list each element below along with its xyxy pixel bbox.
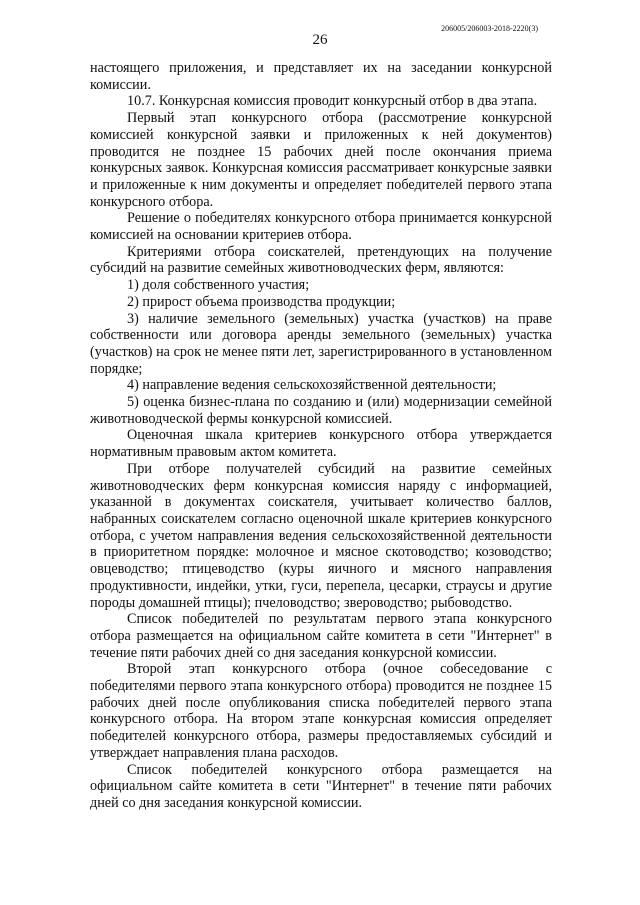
page-number: 26 [312,32,328,48]
criteria-item: 1) доля собственного участия; [127,277,310,294]
criteria-item: 2) прирост объема производства продукции; [127,293,396,310]
paragraph-first-stage: Первый этап конкурсного отбора (рассмотрение конкурсной комиссией конкурсной заявки и приложенных к ней документов) проводится не позднее 15 рабочих дней после окончания приема конкурсных заявок. Конкурсная комиссия рассматривает конкурсные заявки и приложенные к ним документы и определяет победителей первого этапа конкурсного отбора. [90,110,552,210]
paragraph-scale: Оценочная шкала критериев конкурсного отбора утверждается нормативным правовым актом комитета. [90,427,552,461]
document-body [90,60,552,812]
paragraph-winners-list: Список победителей конкурсного отбора размещается на официальном сайте комитета в сети "Интернет" в течение пяти рабочих дней со дня заседания конкурсной комиссии. [90,761,552,811]
paragraph-second-stage: Второй этап конкурсного отбора (очное собеседование с победителями первого этапа конкурсного отбора) проводится не позднее 15 рабочих дней после опубликования списка победителей первого этапа конкурсного отбора. На втором этапе конкурсная комиссия определяет победителей конкурсного отбора, размеры предоставляемых субсидий и утверждает направления плана расходов. [90,661,552,761]
paragraph-10-7: 10.7. Конкурсная комиссия проводит конкурсный отбор в два этапа. [127,93,538,110]
paragraph-criteria-intro: Критериями отбора соискателей, претендующих на получение субсидий на развитие семейных животноводческих ферм, являются: [90,243,552,277]
document-code: 206005/206003-2018-2220(3) [441,24,538,33]
paragraph-continuation: настоящего приложения, и представляет их на заседании конкурсной комиссии. [90,60,552,93]
paragraph-first-stage-list: Список победителей по результатам первого этапа конкурсного отбора размещается на официальном сайте комитета в сети "Интернет" в течение пяти рабочих дней со дня заседания конкурсной комиссии. [90,611,552,661]
paragraph-priority: При отборе получателей субсидий на развитие семейных животноводческих ферм конкурсная комиссия наряду с информацией, указанной в документах соискателя, учитывает количество баллов, набранных соискателем согласно оценочной шкале критериев конкурсного отбора, с учетом направления ведения сельскохозяйственной деятельности в приоритетном порядке: молочное и мясное скотоводство; козоводство; овцеводство; птицеводство (куры яичного и мясного направления продуктивности, индейки, утки, гуси, перепела, цесарки, страусы и другие породы домашней птицы); пчеловодство; звероводство; рыбоводство. [90,460,552,611]
paragraph-decision: Решение о победителях конкурсного отбора принимается конкурсной комиссией на основании критериев отбора. [90,210,552,244]
criteria-item: 5) оценка бизнес-плана по созданию и (или) модернизации семейной животноводческой фермы конкурсной комиссией. [90,394,552,427]
criteria-item: 4) направление ведения сельскохозяйственной деятельности; [127,377,497,394]
criteria-item: 3) наличие земельного (земельных) участка (участков) на праве собственности или договора аренды земельного (земельных) участка (участков) на срок не менее пяти лет, зарегистрированного в установленном порядке; [90,310,552,377]
